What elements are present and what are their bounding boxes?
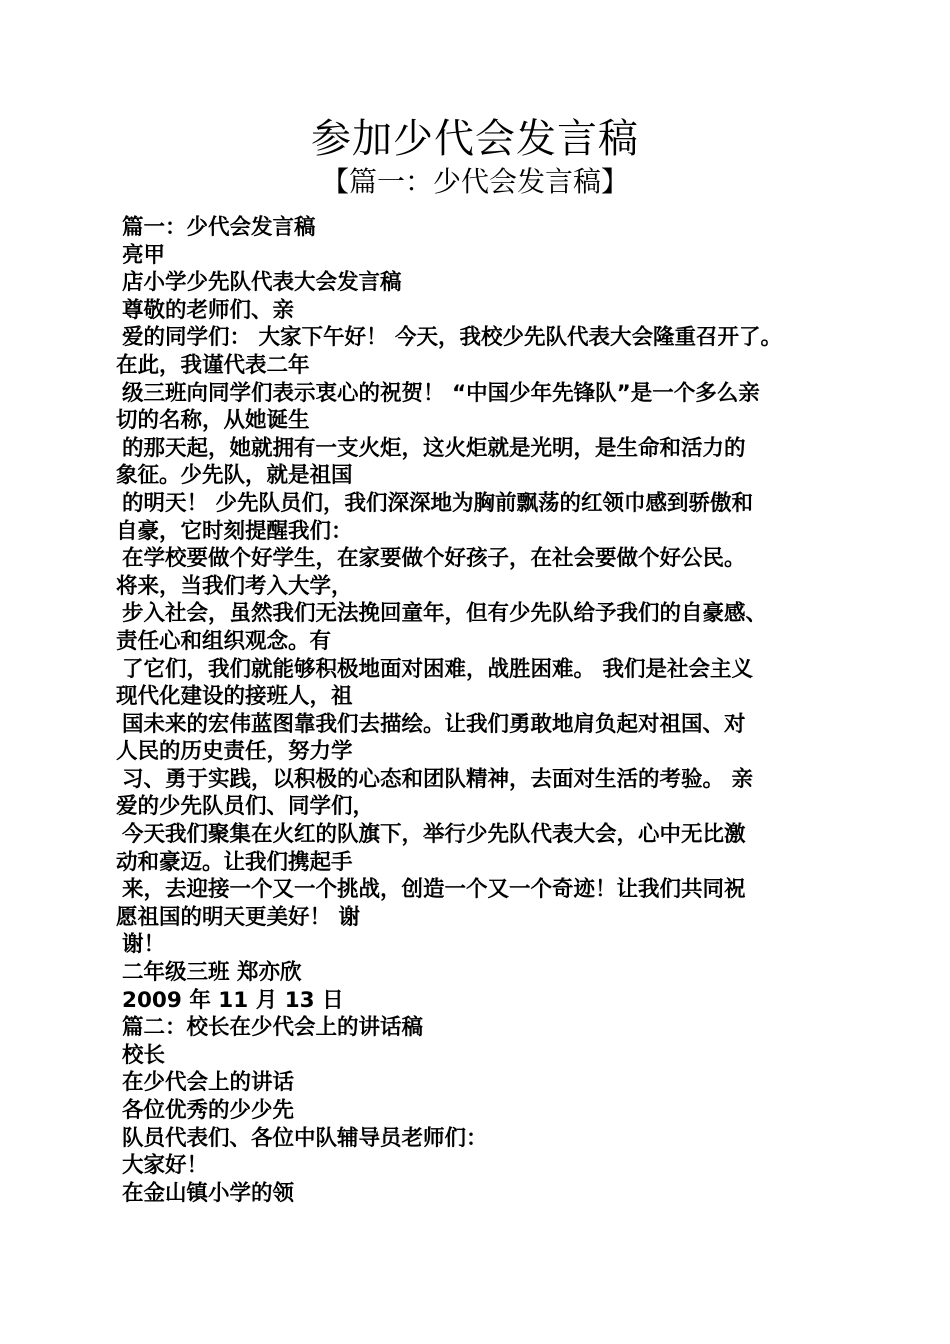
text-line: 2009 年 11 月 13 日	[122, 987, 344, 1013]
text-line: 篇一：少代会发言稿	[122, 215, 316, 240]
text-line: 谢！	[122, 932, 166, 958]
text-line: 动和豪迈。让我们携起手	[116, 849, 353, 875]
text-line: 自豪，它时刻提醒我们：	[116, 518, 353, 544]
text-line: 的那天起，她就拥有一支火炬，这火炬就是光明，是生命和活力的	[122, 435, 746, 461]
text-line: 二年级三班 郑亦欣	[122, 960, 302, 986]
text-line: 在此，我谨代表二年	[116, 352, 310, 378]
document-subtitle: 【篇一：少代会发言稿】	[320, 165, 629, 198]
text-line: 各位优秀的少少先	[122, 1098, 295, 1123]
text-line: 的明天！ 少先队员们，我们深深地为胸前飘荡的红领巾感到骄傲和	[122, 490, 753, 516]
text-line: 人民的历史责任，努力学	[116, 739, 353, 765]
text-line: 大家好！	[122, 1153, 209, 1179]
text-line: 现代化建设的接班人，祖	[116, 684, 353, 710]
text-line: 级三班向同学们表示衷心的祝贺！ “中国少年先锋队”是一个多么亲	[122, 380, 760, 406]
text-line: 店小学少先队代表大会发言稿	[122, 270, 402, 296]
text-line: 校长	[122, 1042, 166, 1068]
text-line: 队员代表们、各位中队辅导员老师们：	[122, 1125, 488, 1151]
text-line: 爱的同学们： 大家下午好！ 今天，我校少先队代表大会隆重召开了。	[122, 325, 782, 351]
text-line: 将来，当我们考入大学，	[116, 573, 353, 599]
text-line: 国未来的宏伟蓝图靠我们去描绘。让我们勇敢地肩负起对祖国、对	[122, 711, 746, 737]
document-title: 参加少代会发言稿	[311, 116, 639, 162]
document-body	[116, 214, 856, 1207]
text-line: 在金山镇小学的领	[122, 1180, 295, 1206]
text-line: 来，去迎接一个又一个挑战，创造一个又一个奇迹！让我们共同祝	[122, 877, 746, 903]
text-line: 愿祖国的明天更美好！ 谢	[116, 904, 360, 930]
text-line: 篇二：校长在少代会上的讲话稿	[122, 1015, 424, 1041]
text-line: 在学校要做个好学生，在家要做个好孩子，在社会要做个好公民。	[122, 546, 746, 572]
text-line: 切的名称，从她诞生	[116, 408, 310, 434]
text-line: 象征。少先队，就是祖国	[116, 463, 353, 489]
text-line: 尊敬的老师们、亲	[122, 297, 295, 323]
text-line: 了它们，我们就能够积极地面对困难，战胜困难。 我们是社会主义	[122, 656, 753, 682]
text-line: 在少代会上的讲话	[122, 1070, 295, 1096]
text-line: 步入社会，虽然我们无法挽回童年，但有少先队给予我们的自豪感、	[122, 601, 768, 627]
text-line: 习、勇于实践，以积极的心态和团队精神，去面对生活的考验。 亲	[122, 766, 753, 792]
text-line: 爱的少先队员们、同学们，	[116, 794, 375, 820]
text-line: 今天我们聚集在火红的队旗下，举行少先队代表大会，心中无比激	[122, 822, 746, 848]
text-line: 责任心和组织观念。有	[116, 628, 332, 654]
text-line: 亮甲	[122, 242, 166, 268]
